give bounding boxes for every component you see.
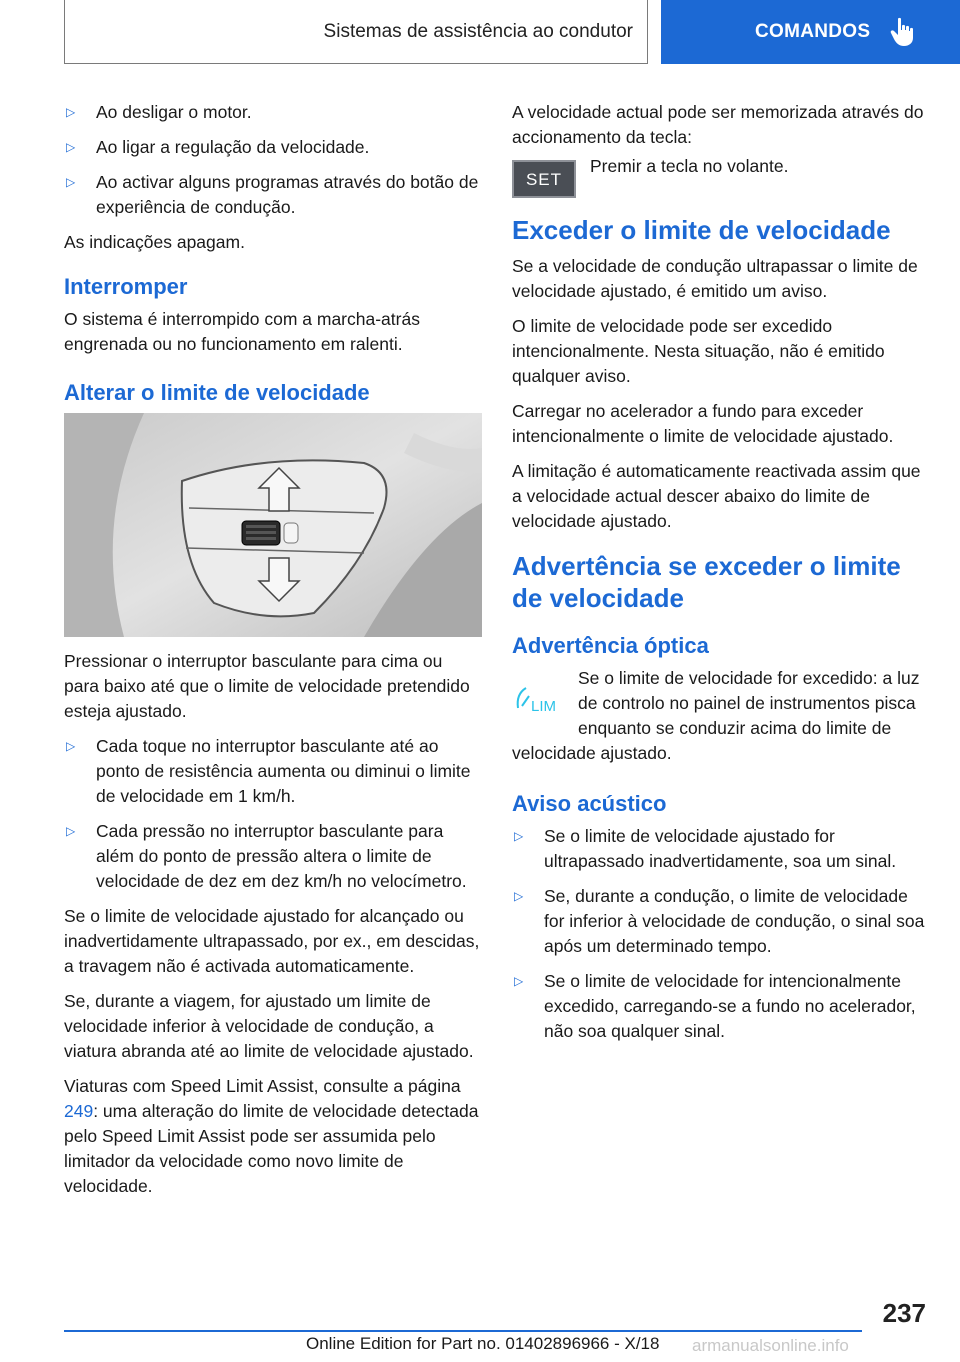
heading-exceder-limite: Exceder o limite de velocidade — [512, 215, 891, 245]
triangle-bullet-icon: ▷ — [514, 974, 524, 988]
page-number: 237 — [882, 1298, 926, 1328]
triangle-bullet-icon: ▷ — [514, 829, 524, 843]
heading-aviso-acustico: Aviso acústico — [512, 791, 667, 816]
paragraph-pressionar: Pressionar o interruptor basculante para cima ou para baixo até que o limite de velocidade pretendido esteja ajustado. — [64, 651, 470, 721]
chapter-tab[interactable] — [661, 0, 960, 64]
paragraph-interromper: O sistema é interrompido com a marcha-atrás engrenada ou no funcionamento em ralenti. — [64, 309, 420, 354]
paragraph-viaturas: Viaturas com Speed Limit Assist, consulte a página 249: uma alteração do limite de velocidade detectada pelo Speed Limit Assist pode ser assumida pelo limitador da velocidade como novo limite de velocidade. — [64, 1076, 479, 1196]
watermark: armanualsonline.info — [692, 1336, 849, 1355]
list-item: ▷ Ao desligar o motor. — [64, 100, 482, 125]
paragraph-memorizada: A velocidade actual pode ser memorizada através do accionamento da tecla: — [512, 102, 924, 147]
paragraph-premir: Premir a tecla no volante. — [590, 156, 789, 176]
lim-icon-label: LIM — [531, 698, 557, 715]
paragraph-indicacoes: As indicações apagam. — [64, 232, 245, 252]
list-item: ▷ Ao activar alguns programas através do botão de experiência de condução. — [64, 170, 482, 220]
heading-advertencia: Advertência se exceder o limite de velocidade — [512, 551, 901, 613]
triangle-bullet-icon: ▷ — [66, 824, 76, 838]
paragraph-optica: Se o limite de velocidade for excedido: a luz de controlo no painel de instrumentos pisca enquanto se conduzir acima do limite de velocidade ajustado. — [512, 668, 920, 763]
paragraph-exceder-4: A limitação é automaticamente reactivada assim que a velocidade actual descer abaixo do limite de velocidade ajustado. — [512, 461, 921, 531]
right-column — [512, 100, 930, 1054]
heading-interromper: Interromper — [64, 274, 188, 299]
triangle-bullet-icon: ▷ — [66, 175, 76, 189]
heading-alterar-limite: Alterar o limite de velocidade — [64, 380, 370, 405]
heading-advertencia-optica: Advertência óptica — [512, 633, 709, 658]
list-item: ▷ Cada toque no interruptor basculante até ao ponto de resistência aumenta ou diminui o limite de velocidade em 1 km/h. — [64, 734, 482, 809]
page-link-249[interactable]: 249 — [64, 1101, 94, 1121]
paragraph-exceder-2: O limite de velocidade pode ser excedido intencionalmente. Nesta situação, não é emitido qualquer aviso. — [512, 316, 885, 386]
triangle-bullet-icon: ▷ — [514, 889, 524, 903]
chapter-label: COMANDOS — [755, 21, 871, 42]
footer-rule — [64, 1330, 862, 1332]
paragraph-exceder-3: Carregar no acelerador a fundo para exceder intencionalmente o limite de velocidade ajustado. — [512, 401, 894, 446]
paragraph-se-limite: Se o limite de velocidade ajustado for alcançado ou inadvertidamente ultrapassado, por ex., em descidas, a travagem não é activada automaticamente. — [64, 906, 480, 976]
lim-warning-block — [512, 666, 930, 766]
left-column — [64, 100, 482, 1209]
paragraph-durante-viagem: Se, durante a viagem, for ajustado um limite de velocidade inferior à velocidade de condução, a viatura abranda até ao limite de velocidade ajustado. — [64, 991, 474, 1061]
set-instruction — [512, 154, 930, 198]
edition-text: Online Edition for Part no. 01402896966 - X/18 — [306, 1334, 660, 1353]
paragraph-exceder-1: Se a velocidade de condução ultrapassar o limite de velocidade ajustado, é emitido um aviso. — [512, 256, 918, 301]
list-item: ▷ Ao ligar a regulação da velocidade. — [64, 135, 482, 160]
steering-wheel-switch-photo — [64, 413, 482, 637]
triangle-bullet-icon: ▷ — [66, 105, 76, 119]
list-item: ▷ Cada pressão no interruptor basculante para além do ponto de pressão altera o limite de velocidade de dez em dez km/h no velocímetro. — [64, 819, 482, 894]
section-header — [64, 0, 648, 64]
list-item: ▷ Se o limite de velocidade ajustado for ultrapassado inadvertidamente, soa um sinal. — [512, 824, 930, 874]
set-button-icon: SET — [512, 160, 576, 198]
list-item: ▷ Se, durante a condução, o limite de velocidade for inferior à velocidade de condução, o sinal soa após um determinado tempo. — [512, 884, 930, 959]
section-title: Sistemas de assistência ao condutor — [323, 20, 633, 42]
triangle-bullet-icon: ▷ — [66, 140, 76, 154]
list-item: ▷ Se o limite de velocidade for intencionalmente excedido, carregando-se a fundo no acelerador, não soa qualquer sinal. — [512, 969, 930, 1044]
speed-limit-lim-icon — [512, 680, 566, 716]
pointing-hand-icon — [890, 17, 916, 47]
triangle-bullet-icon: ▷ — [66, 739, 76, 753]
